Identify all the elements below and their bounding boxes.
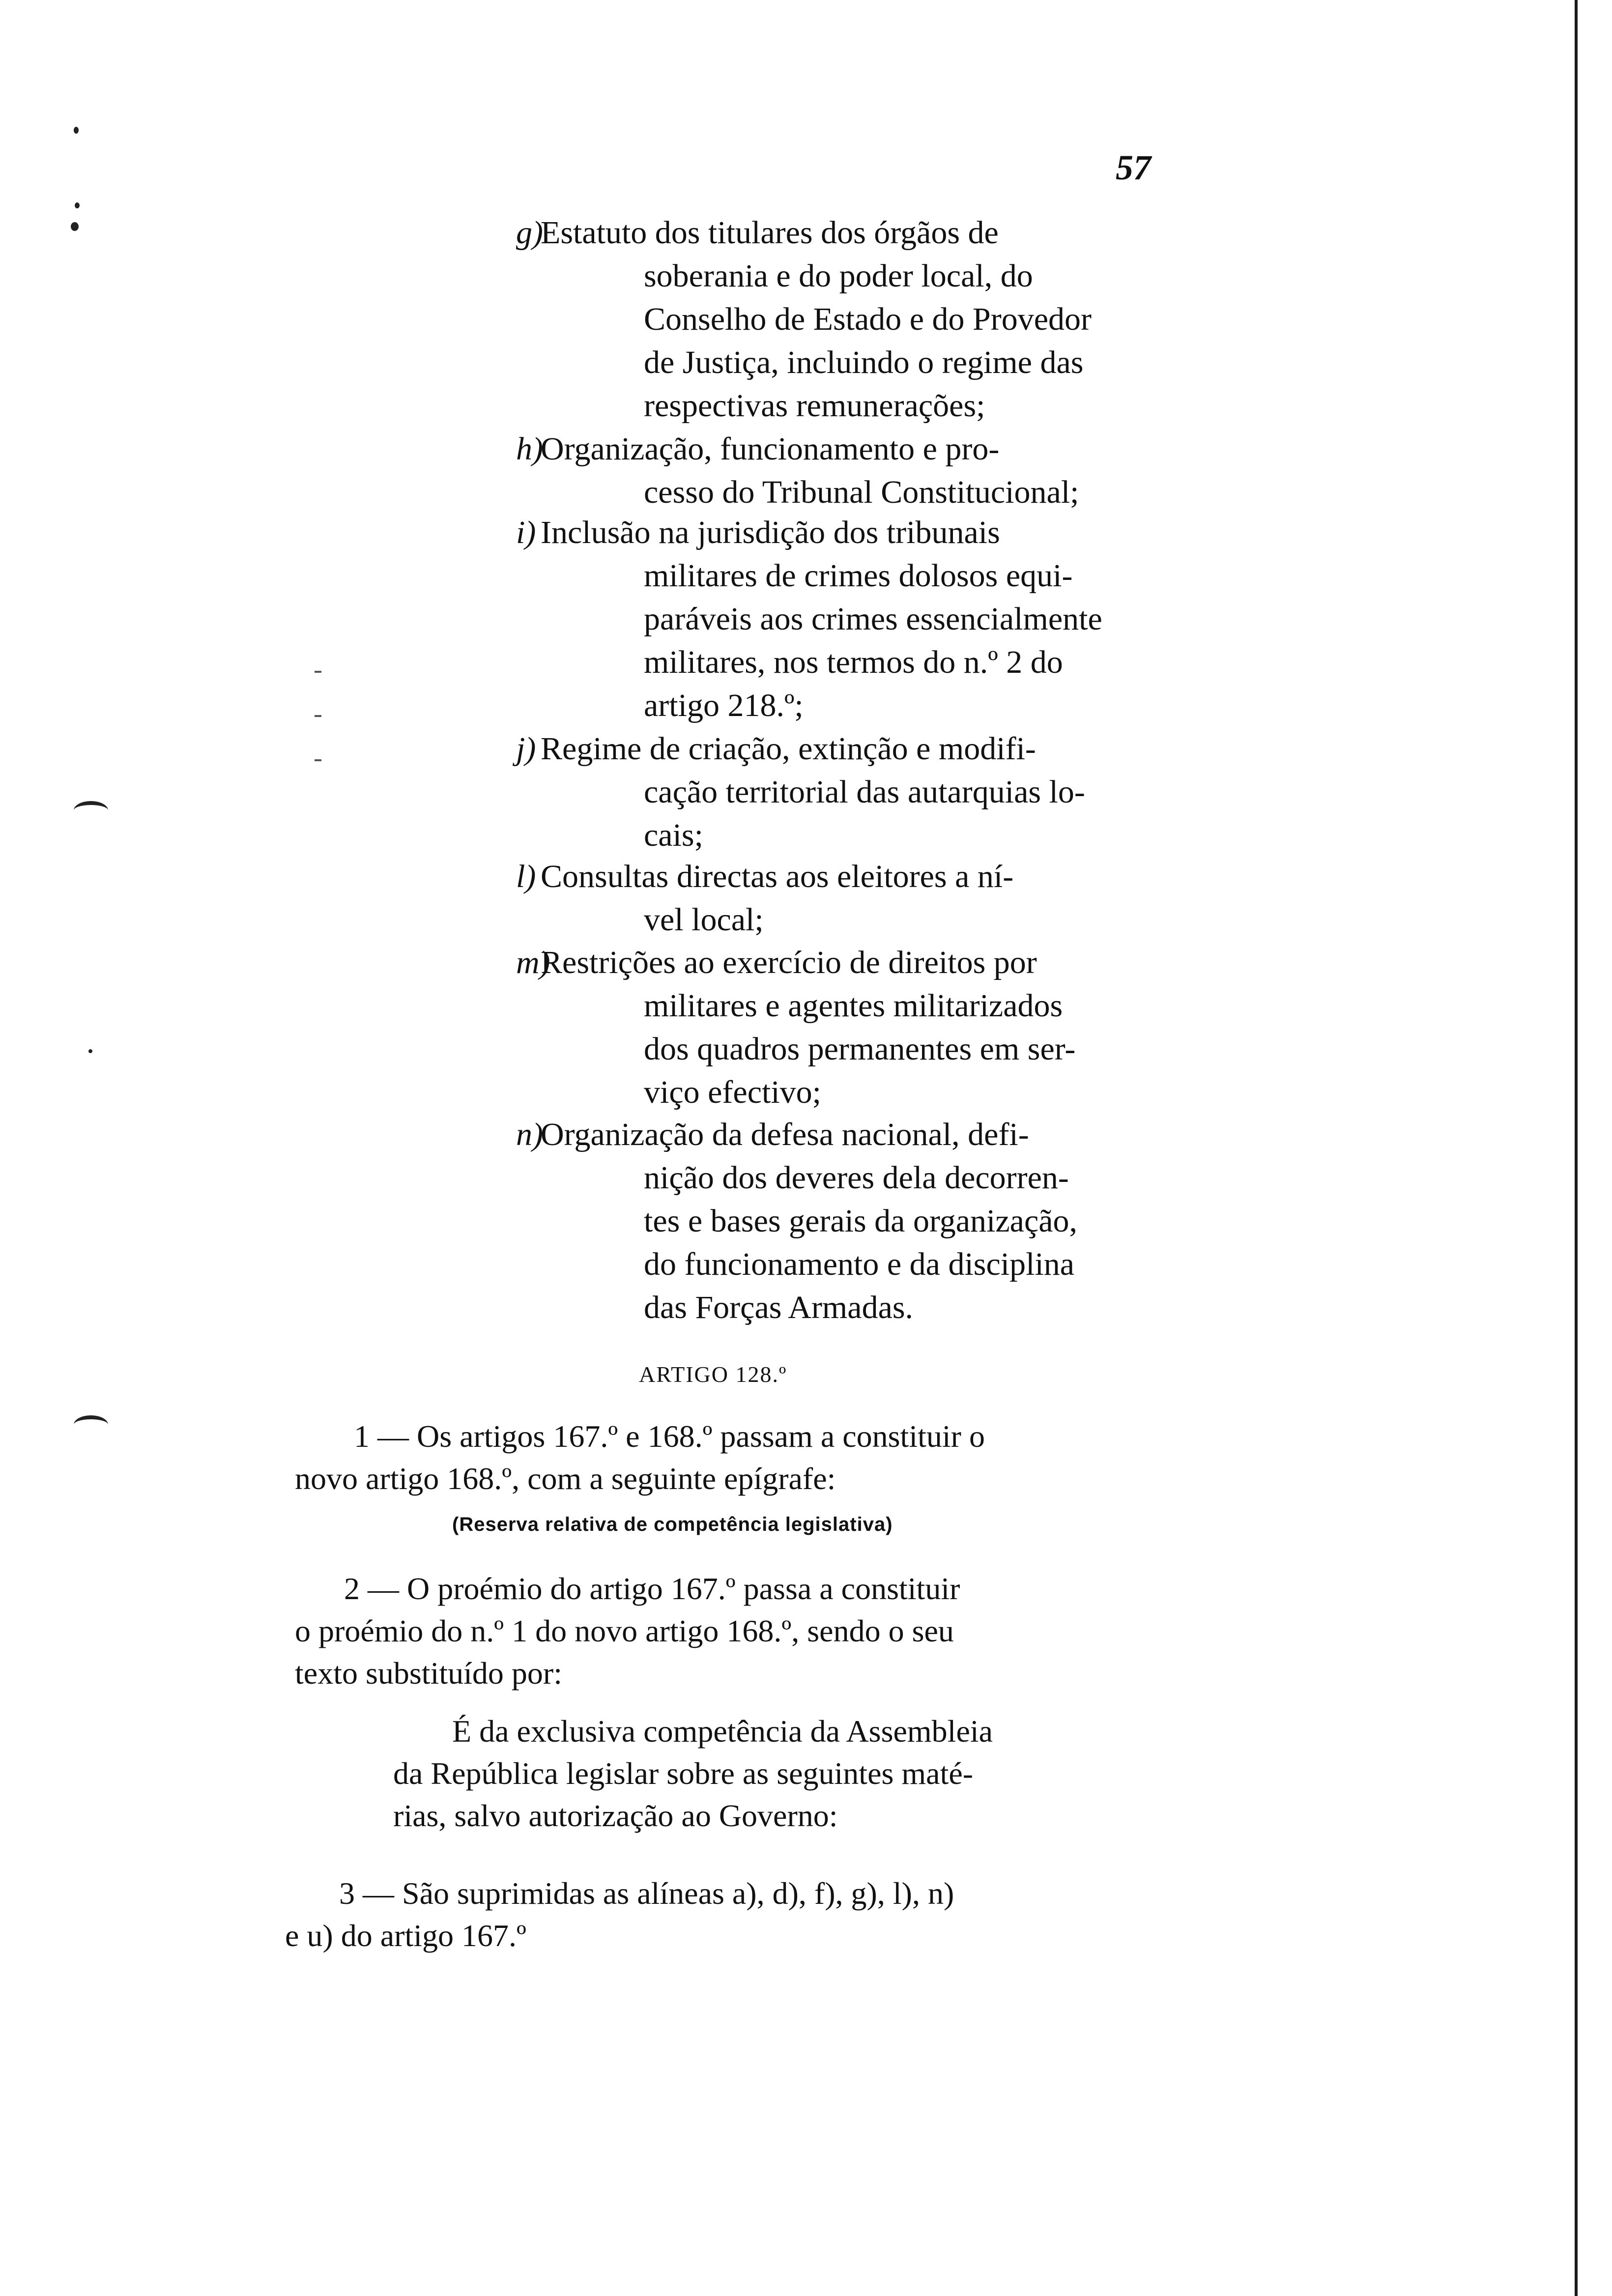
item-line: paráveis aos crimes essencialmente [644,601,1102,637]
list-item-j [516,727,1170,857]
item-line: respectivas remunerações; [644,388,985,424]
paragraph-line: o proémio do n.º 1 do novo artigo 168.º, sendo o seu [295,1613,954,1648]
quote-line: É da exclusiva competência da Assembleia [452,1714,993,1749]
paragraph-line: 3 — São suprimidas as alíneas a), d), f), g), l), n) [339,1876,954,1911]
item-letter: g) [516,215,543,251]
item-line: Conselho de Estado e do Provedor [644,301,1092,337]
list-item-g [516,211,1170,428]
page-number: 57 [1116,148,1151,187]
paragraph-line: 2 — O proémio do artigo 167.º passa a constituir [344,1571,960,1606]
page-edge-rule [1575,0,1578,2296]
item-line: Restrições ao exercício de direitos por [541,945,1037,980]
item-letter: j) [516,731,536,767]
item-line: cação territorial das autarquias lo- [644,774,1085,810]
item-line: tes e bases gerais da organização, [644,1203,1078,1239]
item-line: Organização, funcionamento e pro- [541,431,1000,467]
item-letter: n) [516,1117,543,1152]
scan-mark [74,1415,108,1434]
item-letter: i) [516,515,536,550]
item-line: nição dos deveres dela decorren- [644,1160,1069,1196]
scan-dash [315,671,321,673]
list-item-h [516,428,1170,514]
epigraph: (Reserva relativa de competência legislativa) [452,1514,893,1535]
item-line: artigo 218.º; [644,688,804,723]
paragraph-line: e u) do artigo 167.º [285,1918,526,1953]
paragraph-3 [285,1872,954,1957]
scan-mark [74,801,108,820]
item-line: Organização da defesa nacional, defi- [541,1117,1029,1152]
item-line: soberania e do poder local, do [644,258,1033,294]
quote-line: da República legislar sobre as seguintes maté- [393,1756,974,1791]
quote-line: rias, salvo autorização ao Governo: [393,1798,838,1833]
item-line: Inclusão na jurisdição dos tribunais [541,515,1000,550]
item-line: militares de crimes dolosos equi- [644,558,1073,594]
scan-speck [88,1049,92,1053]
scan-dash [315,759,321,761]
paragraph-line: 1 — Os artigos 167.º e 168.º passam a constituir o [354,1419,985,1454]
item-line: dos quadros permanentes em ser- [644,1031,1076,1067]
item-letter: h) [516,431,543,467]
item-letter: m) [516,945,550,980]
item-line: viço efectivo; [644,1074,822,1110]
paragraph-line: texto substituído por: [295,1656,562,1691]
scan-speck [75,202,80,208]
item-line: Estatuto dos titulares dos órgãos de [541,215,999,251]
item-letter: l) [516,859,536,894]
item-line: do funcionamento e da disciplina [644,1246,1075,1282]
list-item-l [516,855,1170,942]
scan-speck [74,127,79,134]
item-line: das Forças Armadas. [644,1290,914,1325]
item-line: militares e agentes militarizados [644,988,1063,1024]
paragraph-2 [295,1568,960,1694]
scan-speck [71,222,79,231]
quoted-text [393,1710,993,1837]
item-line: cais; [644,817,703,853]
item-line: vel local; [644,902,764,938]
list-item-i [516,511,1170,727]
item-line: Regime de criação, extinção e modifi- [541,731,1036,767]
list-item-m [516,941,1170,1114]
item-line: Consultas directas aos eleitores a ní- [541,859,1014,894]
item-line: militares, nos termos do n.º 2 do [644,644,1063,680]
paragraph-line: novo artigo 168.º, com a seguinte epígrafe: [295,1461,836,1496]
article-heading: ARTIGO 128.º [639,1362,787,1387]
scan-dash [315,715,321,717]
item-line: de Justiça, incluindo o regime das [644,344,1084,380]
paragraph-1 [295,1415,985,1500]
item-line: cesso do Tribunal Constitucional; [644,474,1079,510]
list-item-n [516,1113,1170,1329]
